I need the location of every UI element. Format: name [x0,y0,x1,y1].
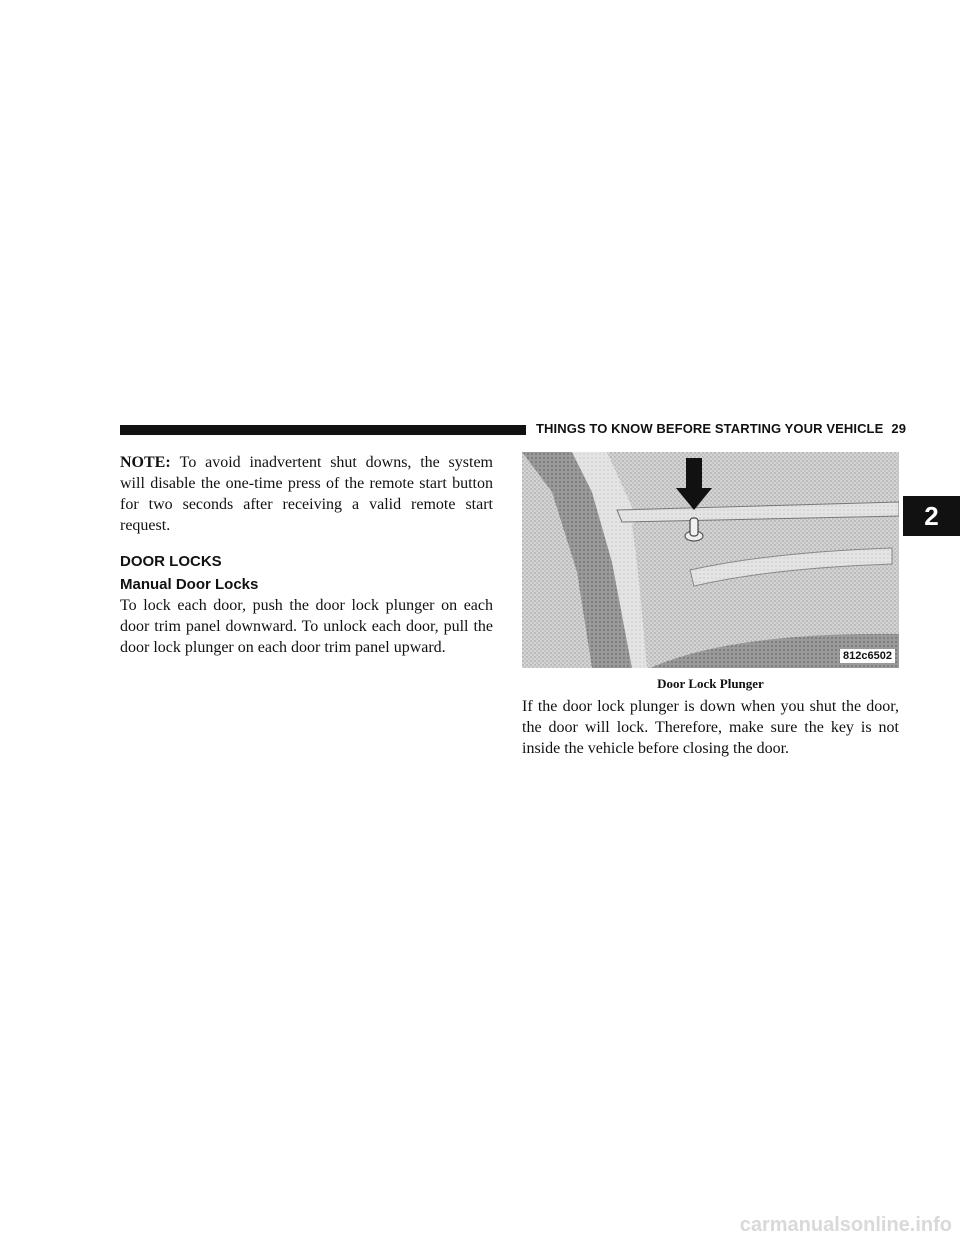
figure-code: 812c6502 [840,649,895,663]
note-text: To avoid inadvertent shut downs, the system will disable the one-time press of the remote start button for two seconds after receiving a valid remote start request. [120,454,493,534]
section-heading: DOOR LOCKS [120,553,222,570]
page-number: 29 [891,421,907,436]
running-header [536,421,906,436]
watermark: carmanualsonline.info [739,1214,952,1236]
manual-door-locks-paragraph: To lock each door, push the door lock plunger on each door trim panel downward. To unlock each door, pull the door lock plunger on each door trim panel upward. [120,597,493,656]
header-section-title: THINGS TO KNOW BEFORE STARTING YOUR VEHICLE [536,421,884,436]
left-column [120,452,493,658]
note-paragraph [120,452,493,536]
right-column [522,696,899,759]
door-illustration-svg [522,452,899,668]
after-figure-paragraph: If the door lock plunger is down when you shut the door, the door will lock. Therefore, make sure the key is not inside the vehicle before closing the door. [522,698,899,757]
note-label: NOTE: [120,454,171,471]
door-lock-plunger-illustration [522,452,899,668]
subsection-heading: Manual Door Locks [120,576,259,593]
chapter-tab: 2 [903,496,960,536]
figure-caption: Door Lock Plunger [657,676,764,691]
header-rule [120,425,526,435]
